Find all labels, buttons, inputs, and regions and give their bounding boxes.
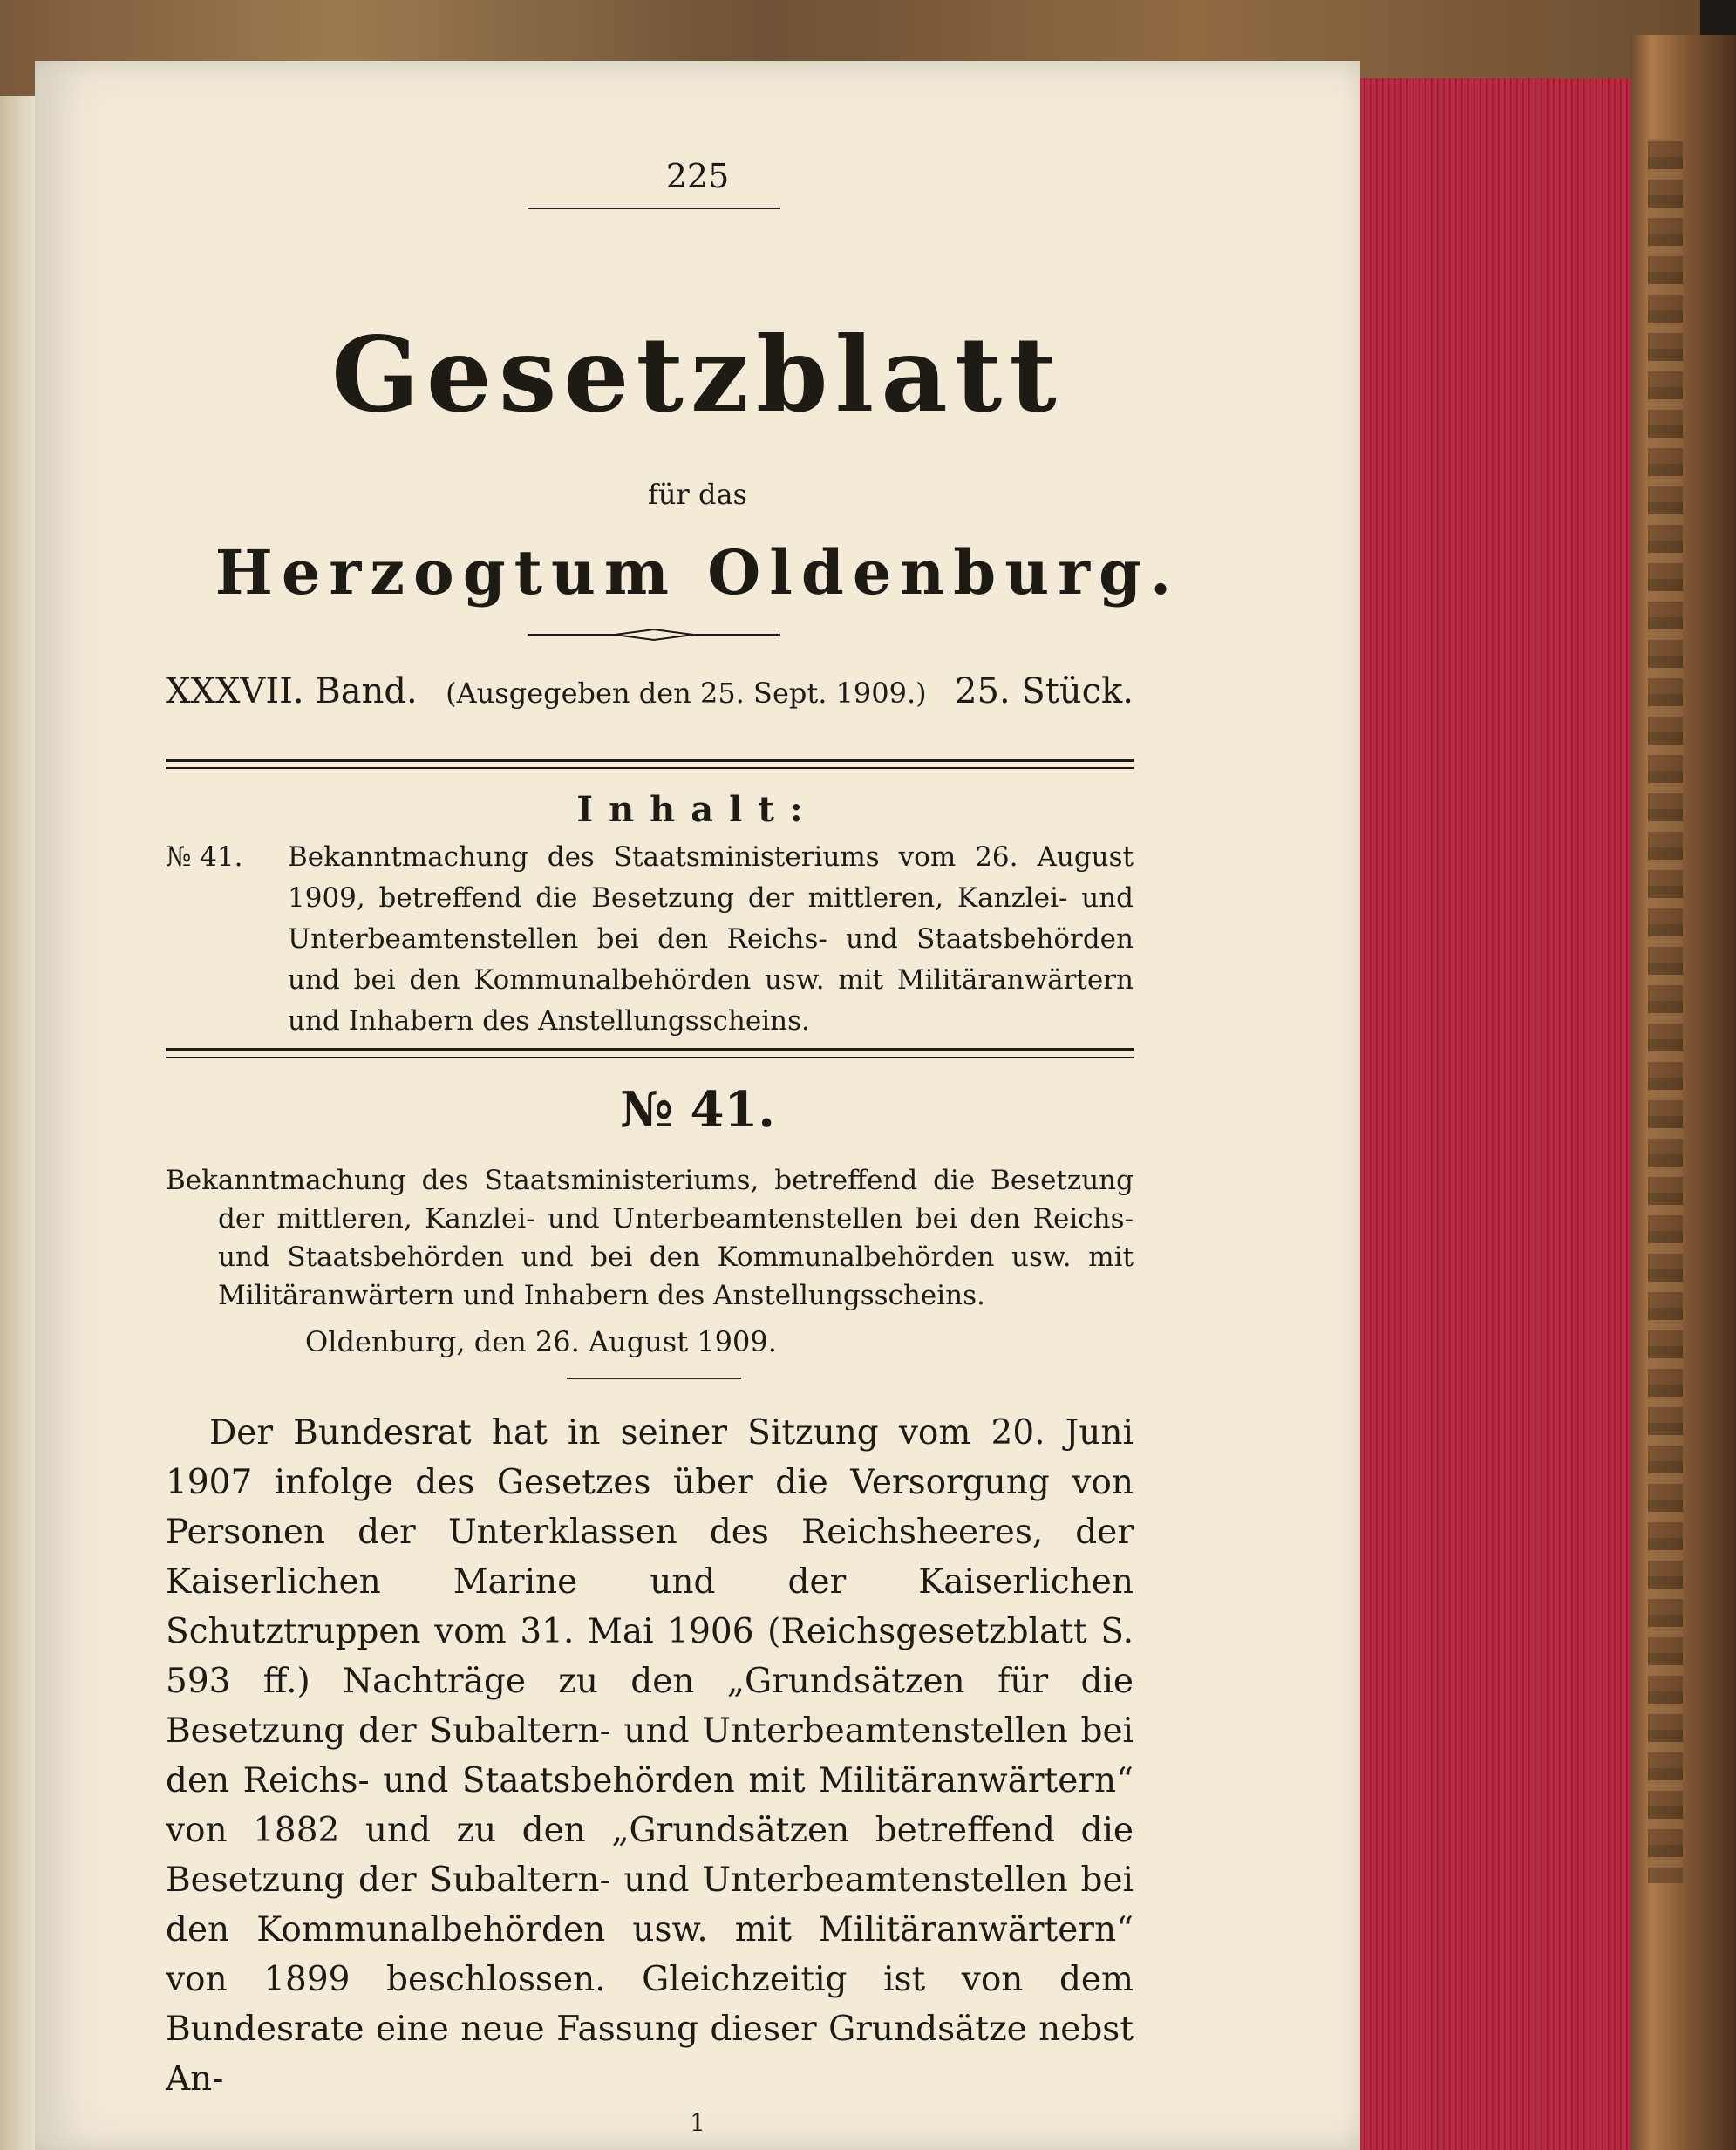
- book-cover-spine: [1630, 35, 1736, 2150]
- issue-piece: 25. Stück.: [955, 671, 1134, 711]
- sheet-signature-number: 1: [690, 2108, 705, 2137]
- left-page-edge: [0, 96, 37, 2150]
- page-number: 225: [665, 157, 730, 195]
- section-rule: [567, 1378, 741, 1379]
- issue-line: [166, 671, 1134, 711]
- body-paragraph-text: Der Bundesrat hat in seiner Sitzung vom 20. Juni 1907 infolge des Gesetzes über die Versorgung von Personen der Unterklassen des Reichsheeres, der Kaiserlichen Marine und der Kaiserlichen Schutztruppen vom 31. Mai 1906 (Reichsgesetzblatt S. 593 ff.) Nachträge zu den „Grundsätzen für die Besetzung der Subaltern- und Unterbeamtenstellen bei den Reichs- und Staatsbehörden mit Militäranwärtern“ von 1882 und zu den „Grundsätzen betreffend die Besetzung der Subaltern- und Unterbeamtenstellen bei den Kommunalbehörden usw. mit Militäranwärtern“ von 1899 beschlossen. Gleichzeitig ist von dem Bundesrate eine neue Fassung dieser Grundsätze nebst An-: [166, 1413, 1134, 2099]
- body-paragraph: [166, 1408, 1134, 2104]
- title-connector: für das: [648, 478, 747, 511]
- gazette-subtitle: Herzogtum Oldenburg.: [214, 536, 1181, 609]
- section-summary-text: Bekanntmachung des Staatsministeriums, betreffend die Besetzung der mittleren, Kanzlei- und Unterbeamtenstellen bei den Reichs- und Staatsbehörden und bei den Kommunalbehörden usw. mit Militäranwärtern und Inhabern des Anstellungsscheins.: [166, 1165, 1134, 1311]
- double-rule-top: [166, 759, 1134, 769]
- place-and-date: Oldenburg, den 26. August 1909.: [305, 1325, 777, 1358]
- header-rule: [528, 208, 780, 209]
- contents-heading: Inhalt:: [576, 789, 819, 830]
- section-summary: [166, 1161, 1134, 1315]
- volume-number: XXXVII. Band.: [166, 671, 418, 711]
- issue-date: (Ausgegeben den 25. Sept. 1909.): [446, 677, 927, 710]
- toc-entry-number: № 41.: [166, 841, 243, 873]
- toc-entry-text: Bekanntmachung des Staatsministeriums vom 26. August 1909, betreffend die Besetzung der mittleren, Kanzlei- und Unterbeamtenstellen bei den Reichs- und Staatsbehörden und bei den Kommunalbehörden usw. mit Militäranwärtern und Inhabern des Anstellungsscheins.: [288, 841, 1134, 1037]
- table-of-contents: [166, 837, 1134, 1042]
- ornamental-rule: [528, 626, 780, 643]
- double-rule-bottom: [166, 1048, 1134, 1058]
- document-page: [35, 61, 1360, 2150]
- red-page-edges: [1360, 78, 1630, 2150]
- section-heading: № 41.: [620, 1081, 775, 1139]
- gazette-title: Gesetzblatt: [331, 314, 1064, 435]
